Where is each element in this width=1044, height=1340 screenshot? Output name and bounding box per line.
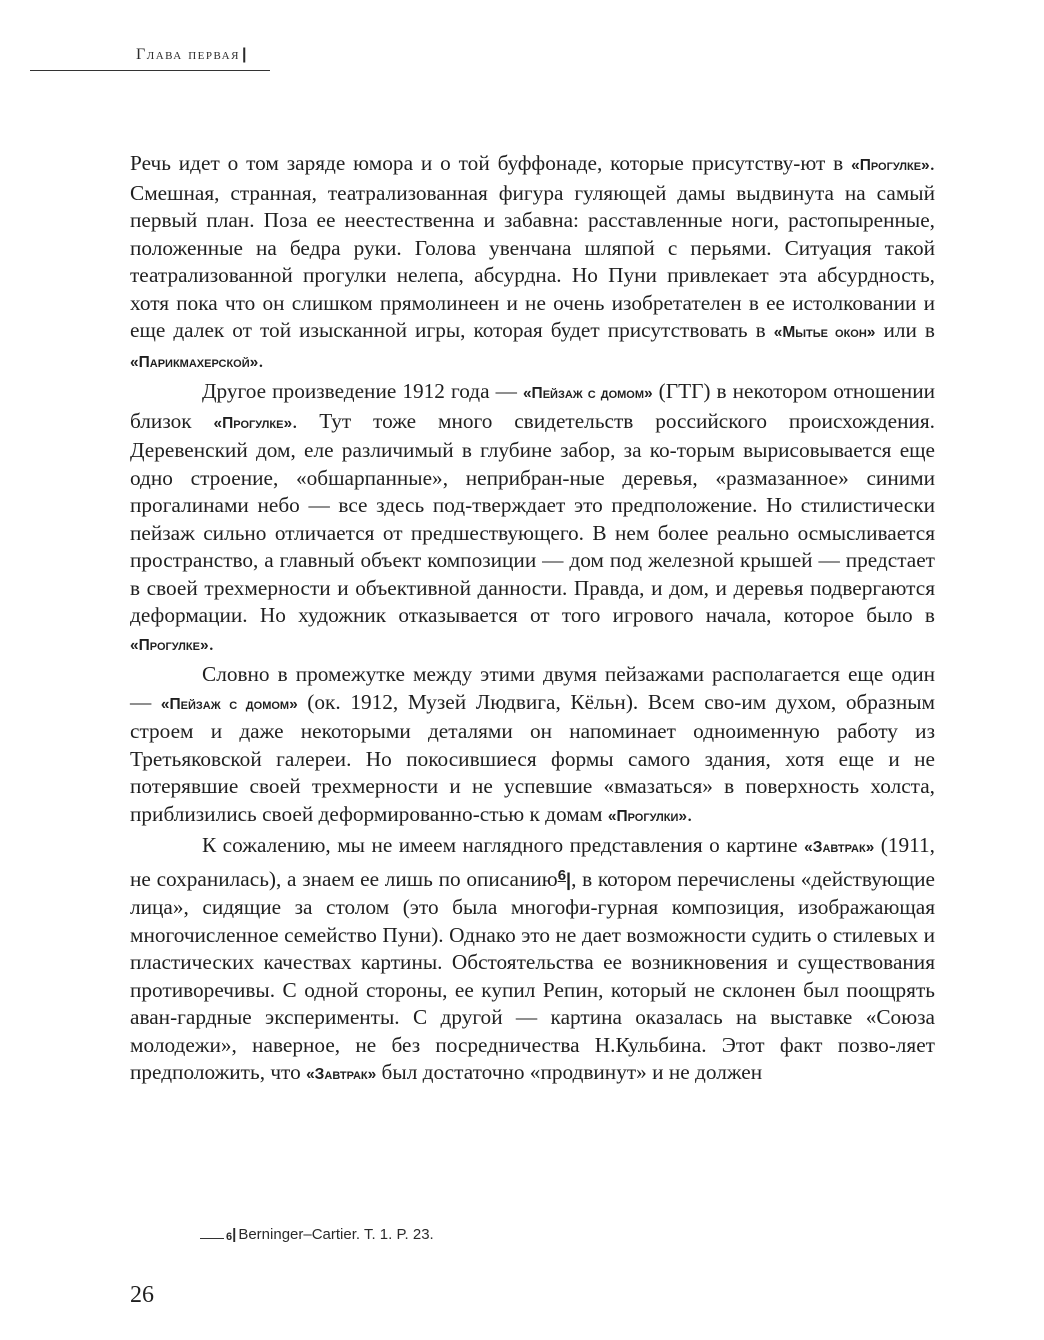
artwork-title: «Мытье окон» xyxy=(773,324,876,341)
running-head xyxy=(136,46,248,64)
artwork-title: «Пейзаж с домом» xyxy=(522,385,653,402)
text-span: . xyxy=(686,801,693,826)
page-number: 26 xyxy=(130,1282,154,1308)
footnote-bar: | xyxy=(232,1226,237,1243)
text-span: . Тут тоже много свидетельств российского происхождения. Деревенский дом, еле различимый в глубине забор, за ко-торым вырисовывается еще одно строение, «обшарпанные», неприбран-ные деревья, «размазанное» синими прогалинами небо — все здесь под-тверждает это предположение. Но стилистически пейзаж сильно отличается от предшествующего. В нем более реально осмысливается пространство, а главный объект композиции — дом под железной крышей — предстает в своей трехмерности и объективной данности. Правда, и дом, и деревья подвергаются деформации. Но художник отказывается от того игрового начала, которое было в xyxy=(130,408,935,627)
paragraph-2 xyxy=(130,378,935,659)
artwork-title: «Завтрак» xyxy=(804,839,875,856)
paragraph-1 xyxy=(130,150,935,376)
footnote-text: Berninger–Cartier. T. 1. P. 23. xyxy=(238,1226,434,1243)
text-span: (ГТГ) в некотором отношении близок xyxy=(130,379,935,433)
text-span: (ок. 1912, Музей Людвига, Кёльн). Всем сво-им духом, образным строем и даже некоторыми деталями он напоминает одноименную работу из Третьяковской галереи. Но покосившиеся формы самого здания, хотя еще и не потерявшие своей трехмерности и не успевшие «вмазаться» в поверхность холста, приблизились своей деформированно-стью к домам xyxy=(130,689,936,826)
text-span: Другое произведение 1912 года — xyxy=(202,379,523,403)
running-head-bar: | xyxy=(241,46,248,63)
header-rule xyxy=(30,70,270,71)
paragraph-4 xyxy=(130,832,935,1089)
artwork-title: «Парикмахерской» xyxy=(130,353,259,371)
chapter-title: Глава первая xyxy=(136,46,240,63)
text-span: Словно в промежутке между этими двумя пейзажами располагается еще один — xyxy=(130,662,935,714)
text-span: был достаточно «продвинут» и не должен xyxy=(376,1060,763,1084)
artwork-title: «Прогулки» xyxy=(607,807,687,825)
text-span: К сожалению, мы не имеем наглядного представления о картине xyxy=(202,833,805,857)
footnote-rule xyxy=(200,1238,224,1239)
artwork-title: «Прогулке» xyxy=(851,157,930,174)
text-span: . xyxy=(208,630,214,655)
text-span: , в котором перечислены «действующие лица», сидящие за столом (это была многофи-гурная композиция, изображающая многочисленное семейство Пуни). Однако это не дает возможности судить о стилевых и пластических качествах картины. Обстоятельства ее возникновения и существования противоречивы. С одной стороны, ее купил Репин, который не склонен был поощрять аван-гардные эксперименты. С другой — картина оказалась на выставке «Союза молодежи», наверное, не без посредничества Н.Кульбина. Этот факт позво-ляет предположить, что xyxy=(130,866,935,1084)
artwork-title: «Прогулке» xyxy=(130,636,209,654)
artwork-title: «Пейзаж с домом» xyxy=(160,695,298,713)
footnote-number: 6 xyxy=(226,1231,233,1243)
text-span: (1911, не сохранилась), а знаем ее лишь по описанию xyxy=(130,833,935,891)
text-span: . Смешная, странная, театрализованная фигура гуляющей дамы выдвинута на самый первый план. Поза ее неестественна и забавна: расставленные ноги, растопыренные, положенные на бедра руки. Голова увенчана шляпой с перьями. Ситуация такой театрализованной прогулки нелепа, абсурдна. Но Пуни привлекает эта абсурдность, хотя пока что он слишком прямолинеен и не очень изобретателен в ее истолковании и еще далек от той изысканной игры, которая будет присутствовать в xyxy=(130,151,935,342)
footnote-reference[interactable]: 6 xyxy=(557,866,567,884)
footnote xyxy=(200,1226,434,1243)
footnote-reference-bar: | xyxy=(566,869,572,890)
text-span: . xyxy=(258,347,264,372)
artwork-title: «Прогулке» xyxy=(213,414,293,432)
body-text xyxy=(130,150,935,1089)
text-span: Речь идет о том заряде юмора и о той буффонаде, которые присутству-ют в xyxy=(130,151,852,175)
text-span: или в xyxy=(875,318,935,342)
artwork-title: «Завтрак» xyxy=(306,1066,377,1083)
paragraph-3 xyxy=(130,661,935,830)
